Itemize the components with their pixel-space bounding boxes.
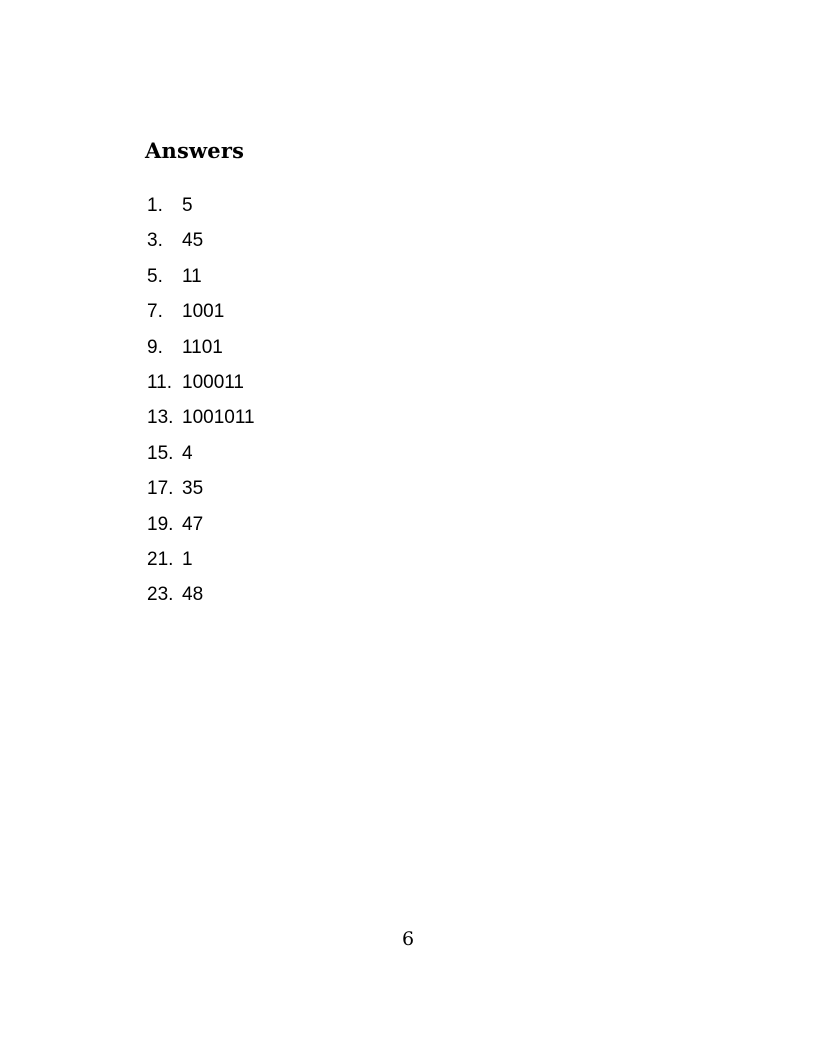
answer-number: 23. [147,584,174,606]
answer-number: 21. [147,548,174,570]
answer-number: 11. [147,371,173,393]
list-item [147,227,255,262]
answer-value: 5 [182,195,193,216]
list-item [147,369,255,404]
answer-number: 13. [147,407,174,429]
answer-value: 11 [182,265,202,287]
list-item [147,546,255,581]
answer-list [147,192,255,617]
section-heading: Answers [145,138,245,163]
answer-number: 9. [147,336,163,358]
answer-number: 17. [147,478,174,500]
list-item [147,475,255,510]
list-item [147,298,255,333]
answer-number: 19. [147,513,174,535]
list-item [147,192,255,227]
answer-value: 100011 [182,371,244,393]
answer-number: 15. [147,442,174,464]
answer-value: 1 [182,548,193,570]
answer-value: 1001 [182,301,225,323]
answer-value: 35 [182,478,204,500]
list-item [147,511,255,546]
answer-value: 1001011 [182,407,255,429]
list-item [147,334,255,369]
list-item [147,263,255,298]
answer-value: 48 [182,584,204,606]
answer-value: 1101 [182,336,223,358]
page-number: 6 [401,928,415,950]
list-item [147,404,255,439]
answer-value: 45 [182,230,204,252]
answer-number: 3. [147,230,163,252]
answer-number: 5. [147,265,163,287]
answer-number: 1. [147,195,163,216]
answer-value: 47 [182,513,204,535]
list-item [147,581,255,616]
answer-number: 7. [147,301,163,323]
list-item [147,440,255,475]
answer-value: 4 [182,442,193,464]
